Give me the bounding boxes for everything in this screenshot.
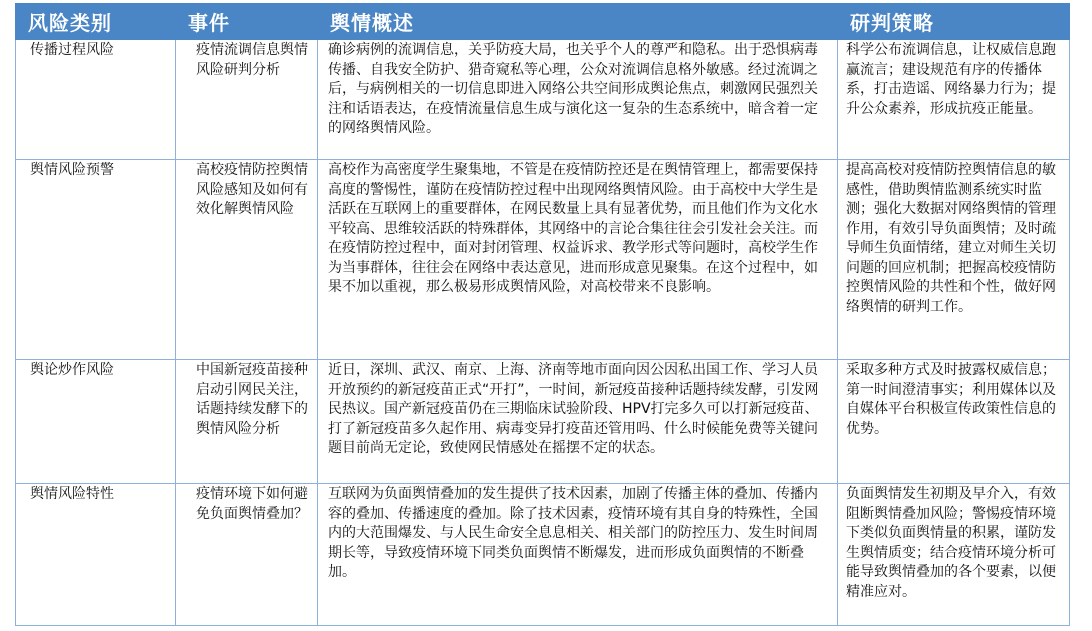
cell-event: 疫情环境下如何避免负面舆情叠加？ bbox=[176, 484, 318, 626]
cell-risk-category: 舆论炒作风险 bbox=[16, 360, 176, 484]
table-row bbox=[16, 40, 1070, 160]
cell-strategy: 采取多种方式及时披露权威信息；第一时间澄清事实；利用媒体以及自媒体平台积极宣传政策性信息的优势。 bbox=[838, 360, 1070, 484]
cell-event: 中国新冠疫苗接种启动引网民关注，话题持续发酵下的舆情风险分析 bbox=[176, 360, 318, 484]
table-body bbox=[16, 40, 1070, 626]
cell-strategy: 提高高校对疫情防控舆情信息的敏感性，借助舆情监测系统实时监测；强化大数据对网络舆情的管理作用，有效引导负面舆情；及时疏导师生负面情绪，建立对师生关切问题的回应机制；把握高校疫情防控舆情风险的共性和个性，做好网络舆情的研判工作。 bbox=[838, 160, 1070, 360]
cell-summary: 近日，深圳、武汉、南京、上海、济南等地市面向因公因私出国工作、学习人员开放预约的新冠疫苗正式“开打”，一时间，新冠疫苗接种话题持续发酵，引发网民热议。国产新冠疫苗仍在三期临床试验阶段、HPV打完多久可以打新冠疫苗、打了新冠疫苗多久起作用、病毒变异打疫苗还管用吗、什么时候能免费等关键问题目前尚无定论，致使网民情感处在摇摆不定的状态。 bbox=[318, 360, 838, 484]
cell-summary: 高校作为高密度学生聚集地，不管是在疫情防控还是在舆情管理上，都需要保持高度的警惕性，谨防在疫情防控过程中出现网络舆情风险。由于高校中大学生是活跃在互联网上的重要群体，在网民数量上具有显著优势，而且他们作为文化水平较高、思维较活跃的特殊群体，其网络中的言论合集往往会引发社会关注。而在疫情防控过程中，面对封闭管理、权益诉求、教学形式等问题时，高校学生作为当事群体，往往会在网络中表达意见，进而形成意见聚集。在这个过程中，如果不加以重视，那么极易形成舆情风险，对高校带来不良影响。 bbox=[318, 160, 838, 360]
header-event: 事件 bbox=[176, 4, 318, 40]
cell-risk-category: 传播过程风险 bbox=[16, 40, 176, 160]
table-row bbox=[16, 484, 1070, 626]
header-summary: 舆情概述 bbox=[318, 4, 838, 40]
table-row bbox=[16, 360, 1070, 484]
table-header bbox=[16, 4, 1070, 40]
cell-risk-category: 舆情风险特性 bbox=[16, 484, 176, 626]
header-row bbox=[16, 4, 1070, 40]
table-row bbox=[16, 160, 1070, 360]
risk-analysis-table bbox=[15, 3, 1070, 626]
cell-event: 高校疫情防控舆情风险感知及如何有效化解舆情风险 bbox=[176, 160, 318, 360]
cell-strategy: 科学公布流调信息，让权威信息跑赢流言；建设规范有序的传播体系，打击造谣、网络暴力行为；提升公众素养，形成抗疫正能量。 bbox=[838, 40, 1070, 160]
cell-strategy: 负面舆情发生初期及早介入，有效阻断舆情叠加风险；警惕疫情环境下类似负面舆情量的积累，谨防发生舆情质变；结合疫情环境分析可能导致舆情叠加的各个要素，以便精准应对。 bbox=[838, 484, 1070, 626]
cell-risk-category: 舆情风险预警 bbox=[16, 160, 176, 360]
cell-summary: 互联网为负面舆情叠加的发生提供了技术因素，加剧了传播主体的叠加、传播内容的叠加、传播速度的叠加。除了技术因素，疫情环境有其自身的特殊性，全国内的大范围爆发、与人民生命安全息息相关、相关部门的防控压力、发生时间周期长等，导致疫情环境下同类负面舆情不断爆发，进而形成负面舆情的不断叠加。 bbox=[318, 484, 838, 626]
header-strategy: 研判策略 bbox=[838, 4, 1070, 40]
cell-summary: 确诊病例的流调信息，关乎防疫大局，也关乎个人的尊严和隐私。出于恐惧病毒传播、自我安全防护、猎奇窥私等心理，公众对流调信息格外敏感。经过流调之后，与病例相关的一切信息即进入网络公共空间形成舆论焦点，刺激网民强烈关注和话语表达，在疫情流量信息生成与演化这一复杂的生态系统中，暗含着一定的网络舆情风险。 bbox=[318, 40, 838, 160]
header-risk-category: 风险类别 bbox=[16, 4, 176, 40]
risk-analysis-table-container bbox=[15, 3, 1069, 625]
cell-event: 疫情流调信息舆情风险研判分析 bbox=[176, 40, 318, 160]
